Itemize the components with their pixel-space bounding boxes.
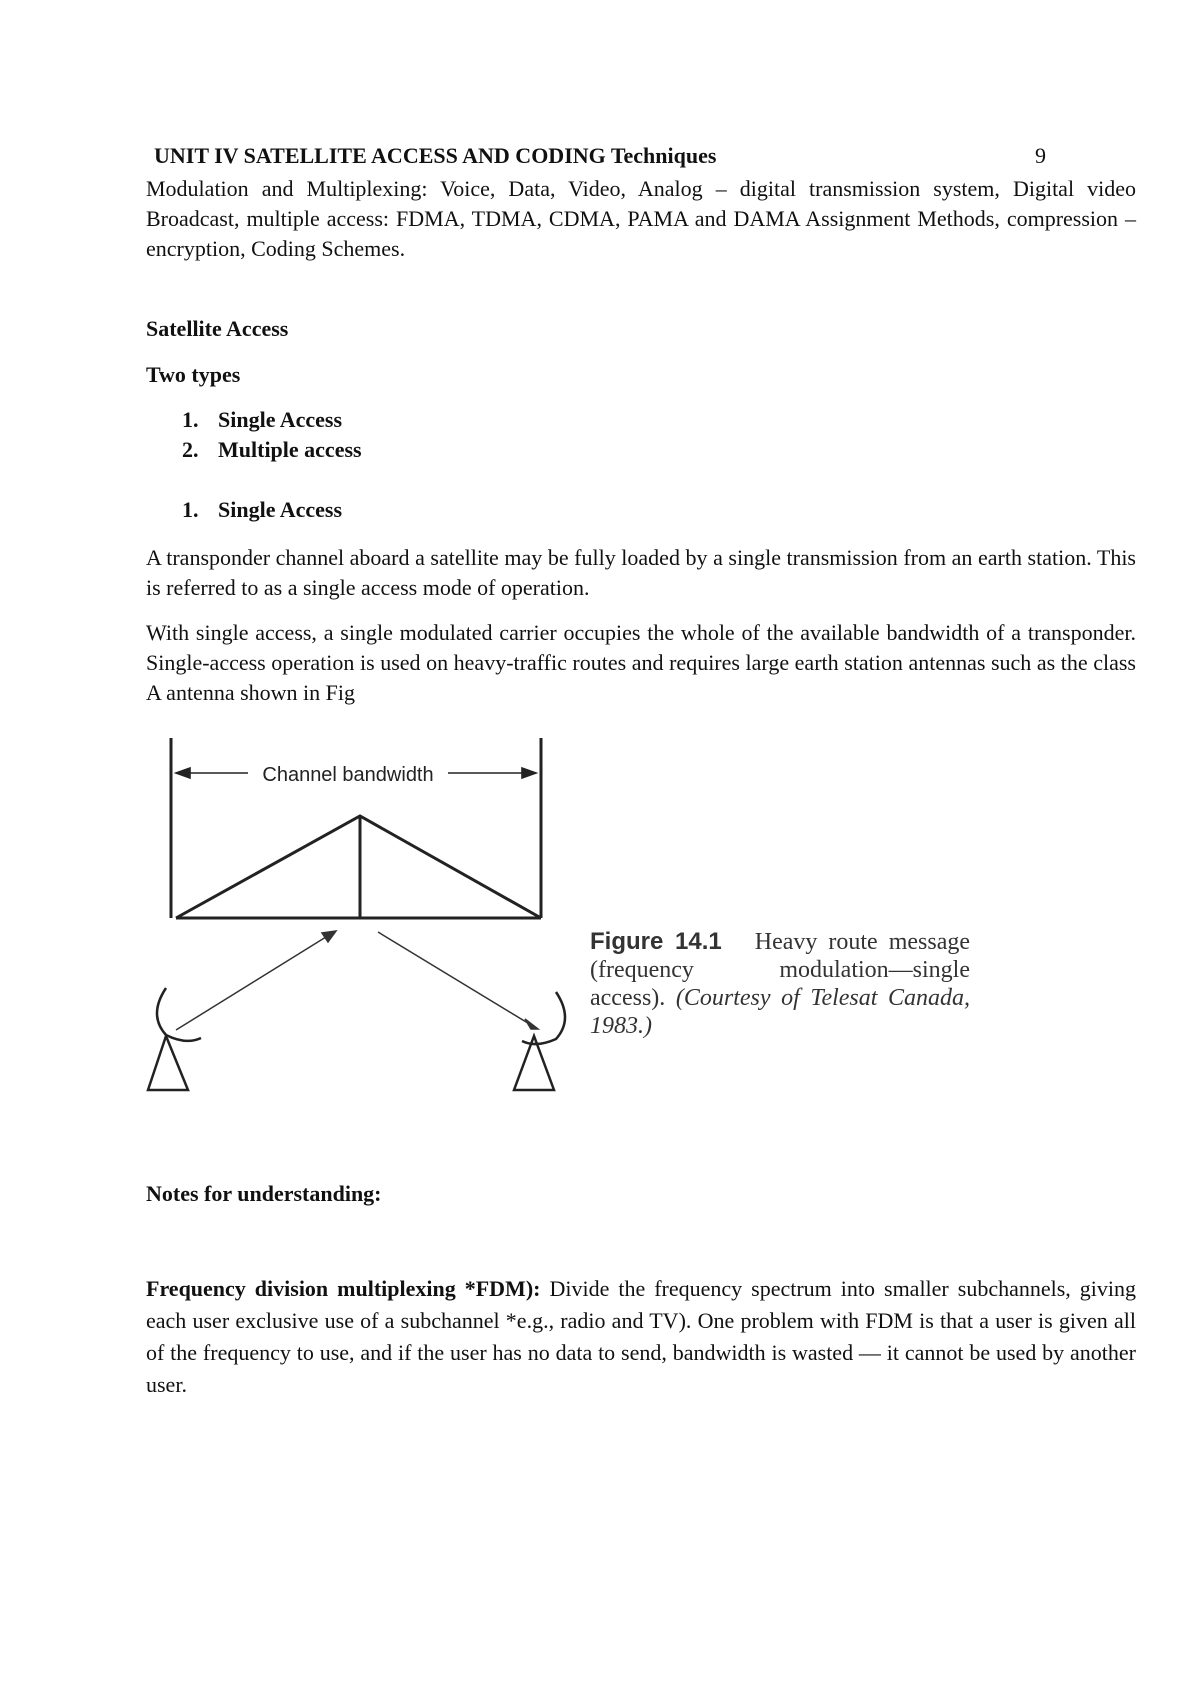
- fdm-paragraph: [146, 1273, 1136, 1401]
- paragraph-single-access-2: With single access, a single modulated carrier occupies the whole of the available bandwidth of a transponder. Single-access operation is used on heavy-traffic routes and requires large earth station antennas such as the class A antenna shown in Fig: [146, 620, 1136, 705]
- list-item: 2. Multiple access: [182, 437, 362, 462]
- page-number: 9: [1035, 143, 1046, 168]
- downlink-arrow: [378, 932, 536, 1028]
- figure-label: Figure 14.1: [590, 928, 722, 955]
- figure-courtesy: (Courtesy of Telesat Canada, 1983.): [590, 985, 971, 1039]
- types-heading: Two types: [146, 362, 241, 387]
- channel-bandwidth-figure: [146, 730, 576, 1095]
- left-antenna-icon: [148, 988, 201, 1090]
- figure-caption: [590, 928, 970, 1040]
- figure-caption-text: Heavy route message (frequency modulation—single access).: [590, 929, 970, 1011]
- list-item: 1. Single Access: [182, 497, 343, 522]
- types-list: [182, 407, 362, 467]
- uplink-arrow: [176, 932, 334, 1030]
- section-title: Satellite Access: [146, 316, 289, 341]
- channel-bandwidth-label: Channel bandwidth: [262, 764, 434, 786]
- unit-header: UNIT IV SATELLITE ACCESS AND CODING Techniques: [154, 143, 717, 168]
- subsection-heading: [182, 497, 342, 527]
- paragraph-single-access-1: A transponder channel aboard a satellite may be fully loaded by a single transmission from an earth station. This is referred to as a single access mode of operation.: [146, 545, 1136, 600]
- syllabus-paragraph: Modulation and Multiplexing: Voice, Data, Video, Analog – digital transmission system, Digital video Broadcast, multiple access: FDMA, TDMA, CDMA, PAMA and DAMA Assignment Methods, compression – encryption, Coding Schemes.: [146, 176, 1136, 261]
- right-antenna-icon: [514, 992, 565, 1090]
- fdm-term: Frequency division multiplexing *FDM):: [146, 1276, 541, 1301]
- list-item: 1. Single Access: [182, 407, 343, 432]
- notes-heading: Notes for understanding:: [146, 1181, 382, 1206]
- fdm-text: Divide the frequency spectrum into smaller subchannels, giving each user exclusive use of a subchannel *e.g., radio and TV). One problem with FDM is that a user is given all of the frequency to use, and if the user has no data to send, bandwidth is wasted — it cannot be used by another user.: [146, 1276, 1137, 1397]
